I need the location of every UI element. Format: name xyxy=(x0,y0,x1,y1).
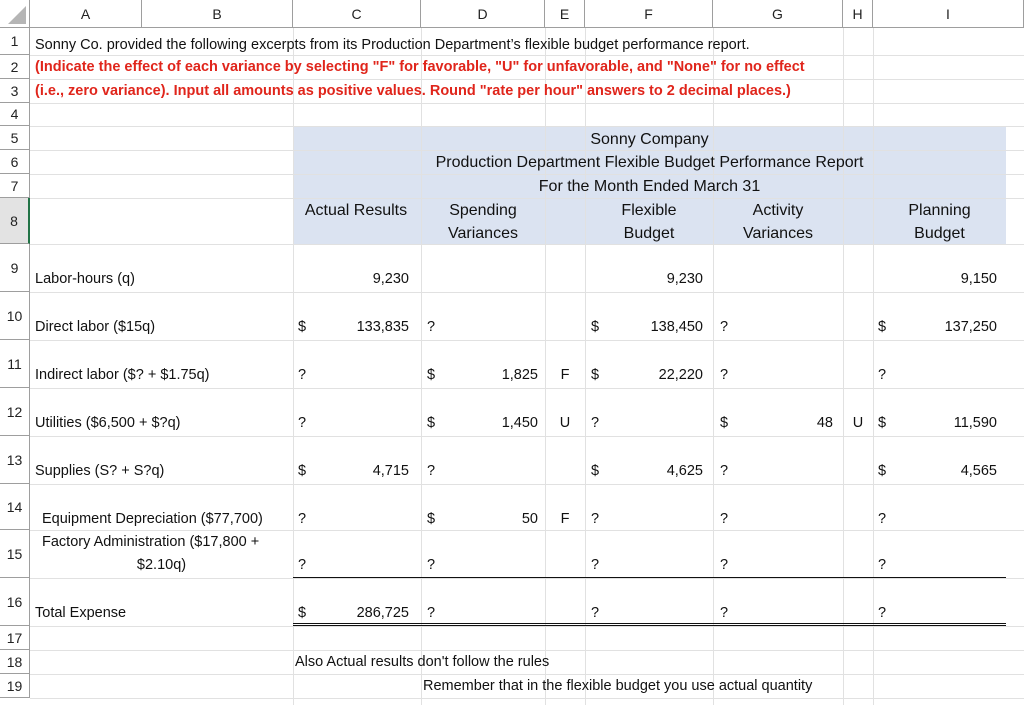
flexible-total-input[interactable]: ? xyxy=(591,605,600,621)
row-header-12[interactable]: 12 xyxy=(0,388,30,436)
activity-indirect-labor-input[interactable]: ? xyxy=(720,367,729,383)
row-header-17[interactable]: 17 xyxy=(0,626,30,650)
header-activity[interactable]: Activity xyxy=(752,202,804,219)
spending-indirect-labor[interactable]: 1,825 xyxy=(501,367,538,383)
column-header-e[interactable]: E xyxy=(545,0,585,28)
flexible-indirect-labor[interactable]: 22,220 xyxy=(658,367,703,383)
row-header-11[interactable]: 11 xyxy=(0,340,30,388)
planning-factory-admin-input[interactable]: ? xyxy=(878,557,887,573)
actual-utilities-input[interactable]: ? xyxy=(298,415,307,431)
flexible-labor-hours[interactable]: 9,230 xyxy=(666,271,703,287)
row-header-19[interactable]: 19 xyxy=(0,674,30,698)
report-company[interactable]: Sonny Company xyxy=(590,131,709,148)
label-equipment-depreciation[interactable]: Equipment Depreciation ($77,700) xyxy=(42,511,263,527)
row-header-7[interactable]: 7 xyxy=(0,174,30,198)
planning-direct-labor-dollar: $ xyxy=(878,319,887,335)
instruction-line-2[interactable]: (i.e., zero variance). Input all amounts as positive values. Round "rate per hour" answers to 2 decimal places.) xyxy=(35,83,791,99)
activity-depreciation-input[interactable]: ? xyxy=(720,511,729,527)
header-actual-results[interactable]: Actual Results xyxy=(304,202,408,219)
planning-direct-labor[interactable]: 137,250 xyxy=(944,319,997,335)
label-direct-labor[interactable]: Direct labor ($15q) xyxy=(35,319,156,335)
actual-supplies[interactable]: 4,715 xyxy=(372,463,409,479)
report-title[interactable]: Production Department Flexible Budget Performance Report xyxy=(435,154,864,171)
spending-depreciation-effect[interactable]: F xyxy=(560,511,570,527)
spending-indirect-labor-dollar: $ xyxy=(427,367,436,383)
label-total-expense[interactable]: Total Expense xyxy=(35,605,127,621)
row-header-6[interactable]: 6 xyxy=(0,150,30,174)
actual-factory-admin-input[interactable]: ? xyxy=(298,557,307,573)
activity-utilities-dollar: $ xyxy=(720,415,729,431)
row-header-14[interactable]: 14 xyxy=(0,484,30,530)
instruction-line-1[interactable]: (Indicate the effect of each variance by selecting "F" for favorable, "U" for unfavorable, and "None" for no effect xyxy=(35,59,805,75)
activity-utilities-effect[interactable]: U xyxy=(852,415,864,431)
label-supplies[interactable]: Supplies (S? + S?q) xyxy=(35,463,165,479)
report-period[interactable]: For the Month Ended March 31 xyxy=(538,178,761,195)
flexible-direct-labor[interactable]: 138,450 xyxy=(650,319,703,335)
total-double-underline xyxy=(293,623,1006,626)
spending-utilities-effect[interactable]: U xyxy=(559,415,571,431)
flexible-supplies-dollar: $ xyxy=(591,463,600,479)
row-header-16[interactable]: 16 xyxy=(0,578,30,626)
activity-factory-admin-input[interactable]: ? xyxy=(720,557,729,573)
row-header-15[interactable]: 15 xyxy=(0,530,30,578)
actual-depreciation-input[interactable]: ? xyxy=(298,511,307,527)
row-header-10[interactable]: 10 xyxy=(0,292,30,340)
label-indirect-labor[interactable]: Indirect labor ($? + $1.75q) xyxy=(35,367,210,383)
flexible-utilities-input[interactable]: ? xyxy=(591,415,600,431)
planning-depreciation-input[interactable]: ? xyxy=(878,511,887,527)
activity-total-input[interactable]: ? xyxy=(720,605,729,621)
row-header-1[interactable]: 1 xyxy=(0,28,30,55)
actual-supplies-dollar: $ xyxy=(298,463,307,479)
row-header-4[interactable]: 4 xyxy=(0,103,30,126)
spending-utilities-dollar: $ xyxy=(427,415,436,431)
spending-depreciation[interactable]: 50 xyxy=(521,511,538,527)
flexible-indirect-labor-dollar: $ xyxy=(591,367,600,383)
note-actual-results[interactable]: Also Actual results don't follow the rules xyxy=(295,654,550,670)
planning-utilities[interactable]: 11,590 xyxy=(953,415,997,431)
label-labor-hours[interactable]: Labor-hours (q) xyxy=(35,271,135,287)
subtotal-underline xyxy=(293,577,1006,578)
header-flexible[interactable]: Flexible xyxy=(621,202,677,219)
actual-indirect-labor-input[interactable]: ? xyxy=(298,367,307,383)
planning-supplies-dollar: $ xyxy=(878,463,887,479)
spending-direct-labor-input[interactable]: ? xyxy=(427,319,436,335)
row-header-5[interactable]: 5 xyxy=(0,126,30,150)
actual-direct-labor-dollar: $ xyxy=(298,319,307,335)
column-header-h[interactable]: H xyxy=(843,0,873,28)
column-header-g[interactable]: G xyxy=(713,0,843,28)
select-all-corner[interactable] xyxy=(0,0,30,28)
planning-supplies[interactable]: 4,565 xyxy=(960,463,997,479)
actual-labor-hours[interactable]: 9,230 xyxy=(372,271,409,287)
flexible-depreciation-input[interactable]: ? xyxy=(591,511,600,527)
spending-supplies-input[interactable]: ? xyxy=(427,463,436,479)
label-factory-admin-line2[interactable]: $2.10q) xyxy=(136,557,187,573)
activity-supplies-input[interactable]: ? xyxy=(720,463,729,479)
column-header-a[interactable]: A xyxy=(30,0,142,28)
header-spending[interactable]: Spending xyxy=(449,202,517,219)
label-factory-admin-line1[interactable]: Factory Administration ($17,800 + xyxy=(42,534,260,550)
label-utilities[interactable]: Utilities ($6,500 + $?q) xyxy=(35,415,181,431)
spending-utilities[interactable]: 1,450 xyxy=(501,415,538,431)
header-activity-variances[interactable]: Variances xyxy=(743,225,813,242)
spending-indirect-labor-effect[interactable]: F xyxy=(560,367,570,383)
spending-depreciation-dollar: $ xyxy=(427,511,436,527)
actual-total-dollar: $ xyxy=(298,605,307,621)
row-header-8[interactable]: 8 xyxy=(0,198,30,244)
actual-direct-labor[interactable]: 133,835 xyxy=(356,319,409,335)
activity-utilities[interactable]: 48 xyxy=(816,415,833,431)
intro-text[interactable]: Sonny Co. provided the following excerpts from its Production Department’s flexible budget performance report. xyxy=(35,37,750,53)
flexible-direct-labor-dollar: $ xyxy=(591,319,600,335)
row-header-13[interactable]: 13 xyxy=(0,436,30,484)
row-header-2[interactable]: 2 xyxy=(0,55,30,79)
spending-total-input[interactable]: ? xyxy=(427,605,436,621)
activity-direct-labor-input[interactable]: ? xyxy=(720,319,729,335)
header-spending-variances[interactable]: Variances xyxy=(448,225,518,242)
column-header-c[interactable]: C xyxy=(293,0,421,28)
row-header-3[interactable]: 3 xyxy=(0,79,30,103)
row-header-18[interactable]: 18 xyxy=(0,650,30,674)
column-header-d[interactable]: D xyxy=(421,0,545,28)
planning-utilities-dollar: $ xyxy=(878,415,887,431)
actual-total-expense[interactable]: 286,725 xyxy=(356,605,409,621)
column-header-i[interactable]: I xyxy=(873,0,1024,28)
header-planning[interactable]: Planning xyxy=(908,202,971,219)
note-flexible-budget[interactable]: Remember that in the flexible budget you use actual quantity xyxy=(423,678,813,694)
spending-factory-admin-input[interactable]: ? xyxy=(427,557,436,573)
row-header-9[interactable]: 9 xyxy=(0,244,30,292)
flexible-factory-admin-input[interactable]: ? xyxy=(591,557,600,573)
column-header-b[interactable]: B xyxy=(142,0,293,28)
planning-labor-hours[interactable]: 9,150 xyxy=(960,271,997,287)
header-planning-budget[interactable]: Budget xyxy=(914,225,965,242)
column-header-f[interactable]: F xyxy=(585,0,713,28)
planning-indirect-labor-input[interactable]: ? xyxy=(878,367,887,383)
header-flexible-budget[interactable]: Budget xyxy=(623,225,675,242)
flexible-supplies[interactable]: 4,625 xyxy=(666,463,703,479)
planning-total-input[interactable]: ? xyxy=(878,605,887,621)
